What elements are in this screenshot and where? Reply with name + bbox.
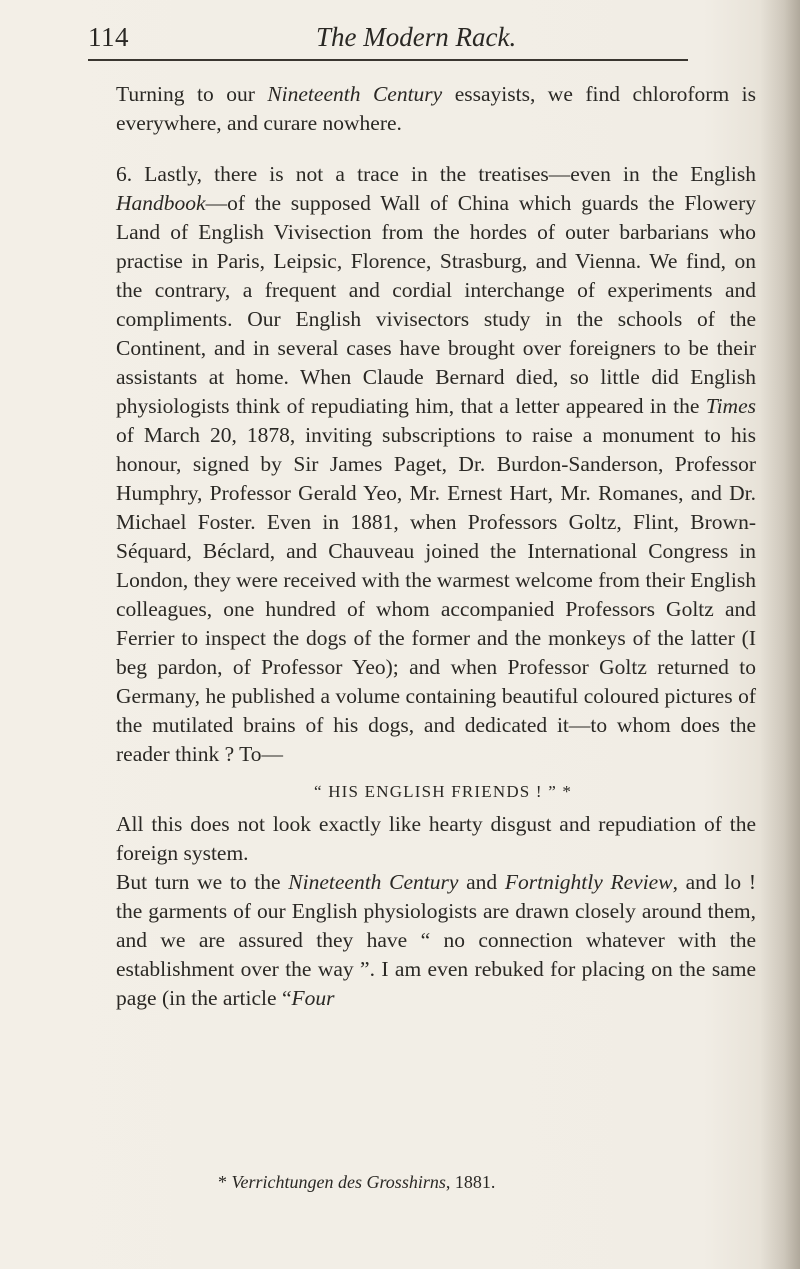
paragraph-chloroform (116, 80, 756, 138)
italic-title: Four (291, 986, 335, 1010)
text-run: of March 20, 1878, inviting subscriptions to raise a monument to his honour, signed by Sir James Paget, Dr. Burdon-Sanderson, Professor Humphry, Professor Gerald Yeo, Mr. Ernest Hart, Mr. Romanes, and Dr. Michael Foster. Even in 1881, when Professors Goltz, Flint, Brown-Séquard, Béclard, and Chauveau joined the International Congress in London, they were received with the warmest welcome from their English colleagues, one hundred of whom accompanied Professors Goltz and Ferrier to inspect the dogs of the former and the monkeys of the latter (I beg pardon, of Professor Yeo); and when Professor Goltz returned to Germany, he published a volume containing beautiful coloured pictures of the mutilated brains of his dogs, and dedicated it—to whom does the reader think ? To— (116, 423, 756, 766)
footnote-marker: * (218, 1172, 232, 1192)
italic-title: Times (705, 394, 756, 418)
dedication-line: “ HIS ENGLISH FRIENDS ! ” * (314, 782, 573, 801)
text-run: , and lo ! the garments of our English physiologists are drawn closely around them, and we are assured they have “ no connection whatever with the establishment over the way ”. I am even rebuked for placing on the same page (in the article “ (116, 870, 756, 1010)
paragraph-but-turn (116, 868, 756, 1013)
italic-title: Nineteenth Century (288, 870, 459, 894)
footnote (218, 1172, 495, 1193)
footnote-title: Verrichtungen des Grosshirns (231, 1172, 446, 1192)
page-edge-shadow (760, 0, 800, 1269)
text-run: But turn we to the (116, 870, 289, 894)
page-header (88, 18, 758, 58)
text-run: Turning to our (116, 82, 268, 106)
header-rule (88, 59, 688, 61)
paragraph-lastly (116, 160, 756, 769)
running-head: The Modern Rack. (316, 22, 517, 52)
paragraph-repudiation: All this does not look exactly like hearty disgust and repudiation of the foreign system. (116, 812, 756, 865)
footnote-rest: , 1881. (445, 1172, 496, 1192)
body-text (116, 80, 756, 1013)
text-run: and (458, 870, 505, 894)
text-run: —of the supposed Wall of China which guards the Flowery Land of English Vivisection from the hordes of outer barbarians who practise in Paris, Leipsic, Florence, Strasburg, and Vienna. We find, on the contrary, a frequent and cordial interchange of experiments and compliments. Our English vivisectors study in the schools of the Continent, and in several cases have brought over foreigners to be their assistants at home. When Claude Bernard died, so little did English physiologists think of repudiating him, that a letter appeared in the (116, 191, 756, 418)
italic-title: Nineteenth Century (267, 82, 443, 106)
italic-title: Fortnightly Review (504, 870, 673, 894)
text-run: 6. Lastly, there is not a trace in the treatises—even in the English (116, 162, 756, 186)
page-number: 114 (88, 22, 129, 52)
italic-title: Handbook (116, 191, 206, 215)
text-run: essayists, we find chloroform is everywhere, and curare nowhere. (116, 82, 756, 135)
